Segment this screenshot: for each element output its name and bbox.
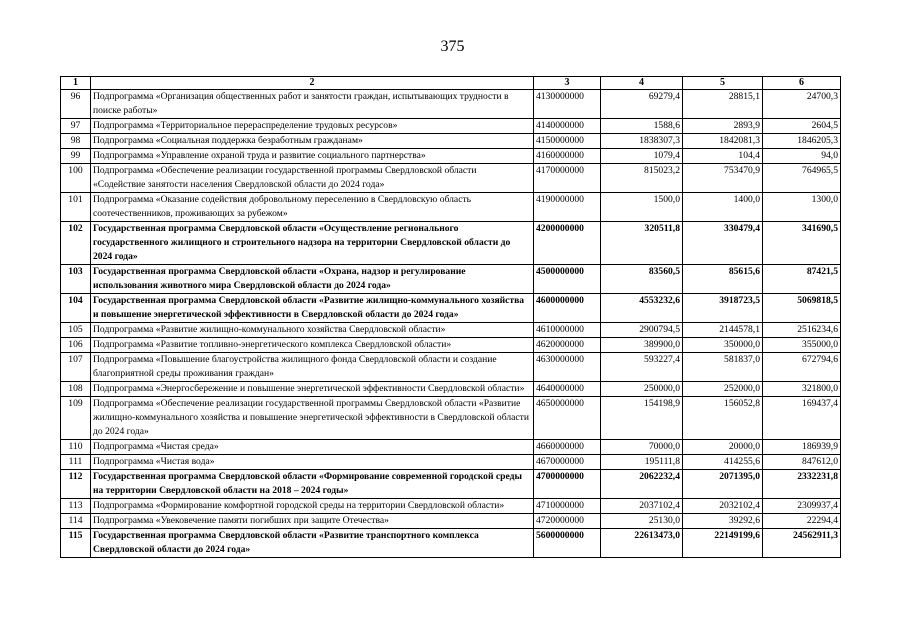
table-row xyxy=(61,382,841,397)
value-col5-cell: 330479,4 xyxy=(683,222,763,265)
program-code-cell: 4610000000 xyxy=(534,323,601,338)
program-name-cell: Подпрограмма «Повышение благоустройства жилищного фонда Свердловской области и создание благоприятной среды проживания граждан» xyxy=(91,353,534,382)
program-code-cell: 4670000000 xyxy=(534,455,601,470)
value-col4-cell: 320511,8 xyxy=(601,222,683,265)
table-row xyxy=(61,440,841,455)
program-code-cell: 4190000000 xyxy=(534,193,601,222)
value-col4-cell: 154198,9 xyxy=(601,397,683,440)
table-row xyxy=(61,119,841,134)
value-col6-cell: 321800,0 xyxy=(763,382,841,397)
program-name-cell: Подпрограмма «Развитие жилищно-коммунального хозяйства Свердловской области» xyxy=(91,323,534,338)
program-name-cell: Государственная программа Свердловской области «Охрана, надзор и регулирование использования животного мира Свердловской области до 2024 года» xyxy=(91,265,534,294)
value-col4-cell: 815023,2 xyxy=(601,164,683,193)
budget-table xyxy=(60,76,841,558)
program-name-cell: Подпрограмма «Энергосбережение и повышение энергетической эффективности Свердловской области» xyxy=(91,382,534,397)
value-col5-cell: 2032102,4 xyxy=(683,499,763,514)
value-col6-cell: 1300,0 xyxy=(763,193,841,222)
value-col6-cell: 2309937,4 xyxy=(763,499,841,514)
page-number: 375 xyxy=(440,38,465,55)
table-row xyxy=(61,397,841,440)
row-number-cell: 110 xyxy=(61,440,91,455)
table-row xyxy=(61,499,841,514)
program-name-cell: Подпрограмма «Чистая вода» xyxy=(91,455,534,470)
program-code-cell: 4710000000 xyxy=(534,499,601,514)
value-col5-cell: 753470,9 xyxy=(683,164,763,193)
row-number-cell: 99 xyxy=(61,149,91,164)
program-name-cell: Подпрограмма «Обеспечение реализации государственной программы Свердловской области «Содействие занятости населения Свердловской области до 2024 года» xyxy=(91,164,534,193)
value-col6-cell: 341690,5 xyxy=(763,222,841,265)
value-col5-cell: 581837,0 xyxy=(683,353,763,382)
row-number-cell: 112 xyxy=(61,470,91,499)
program-code-cell: 4130000000 xyxy=(534,90,601,119)
program-code-cell: 5600000000 xyxy=(534,529,601,558)
value-col6-cell: 169437,4 xyxy=(763,397,841,440)
value-col4-cell: 83560,5 xyxy=(601,265,683,294)
program-code-cell: 4140000000 xyxy=(534,119,601,134)
table-row xyxy=(61,222,841,265)
value-col5-cell: 156052,8 xyxy=(683,397,763,440)
row-number-cell: 103 xyxy=(61,265,91,294)
value-col6-cell: 87421,5 xyxy=(763,265,841,294)
program-code-cell: 4150000000 xyxy=(534,134,601,149)
value-col5-cell: 2144578,1 xyxy=(683,323,763,338)
table-row xyxy=(61,265,841,294)
value-col4-cell: 389900,0 xyxy=(601,338,683,353)
row-number-cell: 104 xyxy=(61,294,91,323)
program-code-cell: 4600000000 xyxy=(534,294,601,323)
table-row xyxy=(61,323,841,338)
row-number-cell: 114 xyxy=(61,514,91,529)
row-number-cell: 113 xyxy=(61,499,91,514)
program-name-cell: Подпрограмма «Обеспечение реализации государственной программы Свердловской области «Развитие жилищно-коммунального хозяйства и повышение энергетической эффективности в Свердловской области до 2024 года» xyxy=(91,397,534,440)
row-number-cell: 97 xyxy=(61,119,91,134)
value-col4-cell: 1500,0 xyxy=(601,193,683,222)
header-cell-5: 5 xyxy=(683,77,763,90)
row-number-cell: 100 xyxy=(61,164,91,193)
program-name-cell: Подпрограмма «Оказание содействия добровольному переселению в Свердловскую область соотечественников, проживающих за рубежом» xyxy=(91,193,534,222)
value-col4-cell: 195111,8 xyxy=(601,455,683,470)
row-number-cell: 115 xyxy=(61,529,91,558)
row-number-cell: 106 xyxy=(61,338,91,353)
program-code-cell: 4160000000 xyxy=(534,149,601,164)
value-col5-cell: 350000,0 xyxy=(683,338,763,353)
program-code-cell: 4650000000 xyxy=(534,397,601,440)
value-col4-cell: 22613473,0 xyxy=(601,529,683,558)
value-col4-cell: 4553232,6 xyxy=(601,294,683,323)
table-row xyxy=(61,353,841,382)
row-number-cell: 101 xyxy=(61,193,91,222)
header-cell-3: 3 xyxy=(534,77,601,90)
program-name-cell: Подпрограмма «Территориальное перераспределение трудовых ресурсов» xyxy=(91,119,534,134)
program-name-cell: Государственная программа Свердловской области «Развитие транспортного комплекса Свердловской области до 2024 года» xyxy=(91,529,534,558)
value-col5-cell: 104,4 xyxy=(683,149,763,164)
value-col4-cell: 2062232,4 xyxy=(601,470,683,499)
program-code-cell: 4660000000 xyxy=(534,440,601,455)
row-number-cell: 109 xyxy=(61,397,91,440)
value-col5-cell: 22149199,6 xyxy=(683,529,763,558)
program-code-cell: 4200000000 xyxy=(534,222,601,265)
value-col6-cell: 24562911,3 xyxy=(763,529,841,558)
table-body xyxy=(61,90,841,558)
value-col6-cell: 2516234,6 xyxy=(763,323,841,338)
table-row xyxy=(61,294,841,323)
value-col6-cell: 764965,5 xyxy=(763,164,841,193)
value-col6-cell: 2604,5 xyxy=(763,119,841,134)
table-row xyxy=(61,529,841,558)
program-name-cell: Государственная программа Свердловской области «Формирование современной городской среды на территории Свердловской области на 2018 – 2024 годы» xyxy=(91,470,534,499)
value-col5-cell: 28815,1 xyxy=(683,90,763,119)
row-number-cell: 111 xyxy=(61,455,91,470)
row-number-cell: 102 xyxy=(61,222,91,265)
table-row xyxy=(61,164,841,193)
table-row xyxy=(61,134,841,149)
row-number-cell: 108 xyxy=(61,382,91,397)
value-col6-cell: 22294,4 xyxy=(763,514,841,529)
value-col4-cell: 1588,6 xyxy=(601,119,683,134)
value-col5-cell: 39292,6 xyxy=(683,514,763,529)
value-col5-cell: 20000,0 xyxy=(683,440,763,455)
value-col5-cell: 3918723,5 xyxy=(683,294,763,323)
value-col6-cell: 2332231,8 xyxy=(763,470,841,499)
program-code-cell: 4170000000 xyxy=(534,164,601,193)
program-name-cell: Подпрограмма «Формирование комфортной городской среды на территории Свердловской области» xyxy=(91,499,534,514)
program-name-cell: Подпрограмма «Управление охраной труда и развитие социального партнерства» xyxy=(91,149,534,164)
value-col4-cell: 2900794,5 xyxy=(601,323,683,338)
value-col5-cell: 85615,6 xyxy=(683,265,763,294)
program-code-cell: 4630000000 xyxy=(534,353,601,382)
value-col4-cell: 70000,0 xyxy=(601,440,683,455)
program-name-cell: Подпрограмма «Увековечение памяти погибших при защите Отечества» xyxy=(91,514,534,529)
table-row xyxy=(61,149,841,164)
table-row xyxy=(61,338,841,353)
value-col6-cell: 24700,3 xyxy=(763,90,841,119)
table-row xyxy=(61,470,841,499)
value-col5-cell: 2893,9 xyxy=(683,119,763,134)
value-col4-cell: 1838307,3 xyxy=(601,134,683,149)
value-col5-cell: 414255,6 xyxy=(683,455,763,470)
value-col6-cell: 94,0 xyxy=(763,149,841,164)
table-row xyxy=(61,455,841,470)
value-col4-cell: 593227,4 xyxy=(601,353,683,382)
value-col5-cell: 252000,0 xyxy=(683,382,763,397)
row-number-cell: 98 xyxy=(61,134,91,149)
value-col5-cell: 2071395,0 xyxy=(683,470,763,499)
program-name-cell: Подпрограмма «Чистая среда» xyxy=(91,440,534,455)
header-cell-1: 1 xyxy=(61,77,91,90)
program-code-cell: 4500000000 xyxy=(534,265,601,294)
value-col6-cell: 355000,0 xyxy=(763,338,841,353)
program-name-cell: Подпрограмма «Социальная поддержка безработным гражданам» xyxy=(91,134,534,149)
header-cell-2: 2 xyxy=(91,77,534,90)
program-code-cell: 4720000000 xyxy=(534,514,601,529)
value-col6-cell: 1846205,3 xyxy=(763,134,841,149)
row-number-cell: 107 xyxy=(61,353,91,382)
value-col4-cell: 1079,4 xyxy=(601,149,683,164)
value-col6-cell: 672794,6 xyxy=(763,353,841,382)
header-cell-6: 6 xyxy=(763,77,841,90)
program-code-cell: 4620000000 xyxy=(534,338,601,353)
table-row xyxy=(61,193,841,222)
value-col4-cell: 25130,0 xyxy=(601,514,683,529)
value-col4-cell: 250000,0 xyxy=(601,382,683,397)
value-col4-cell: 69279,4 xyxy=(601,90,683,119)
program-code-cell: 4640000000 xyxy=(534,382,601,397)
program-name-cell: Подпрограмма «Развитие топливно-энергетического комплекса Свердловской области» xyxy=(91,338,534,353)
program-name-cell: Подпрограмма «Организация общественных работ и занятости граждан, испытывающих трудности в поиске работы» xyxy=(91,90,534,119)
value-col6-cell: 847612,0 xyxy=(763,455,841,470)
row-number-cell: 105 xyxy=(61,323,91,338)
value-col5-cell: 1842081,3 xyxy=(683,134,763,149)
value-col6-cell: 186939,9 xyxy=(763,440,841,455)
table-row xyxy=(61,90,841,119)
program-name-cell: Государственная программа Свердловской области «Развитие жилищно-коммунального хозяйства и повышение энергетической эффективности в Свердловской области до 2024 года» xyxy=(91,294,534,323)
program-name-cell: Государственная программа Свердловской области «Осуществление регионального государственного жилищного и строительного надзора на территории Свердловской области до 2024 года» xyxy=(91,222,534,265)
value-col5-cell: 1400,0 xyxy=(683,193,763,222)
row-number-cell: 96 xyxy=(61,90,91,119)
table-row xyxy=(61,514,841,529)
header-row xyxy=(61,77,841,90)
header-cell-4: 4 xyxy=(601,77,683,90)
value-col6-cell: 5069818,5 xyxy=(763,294,841,323)
value-col4-cell: 2037102,4 xyxy=(601,499,683,514)
program-code-cell: 4700000000 xyxy=(534,470,601,499)
